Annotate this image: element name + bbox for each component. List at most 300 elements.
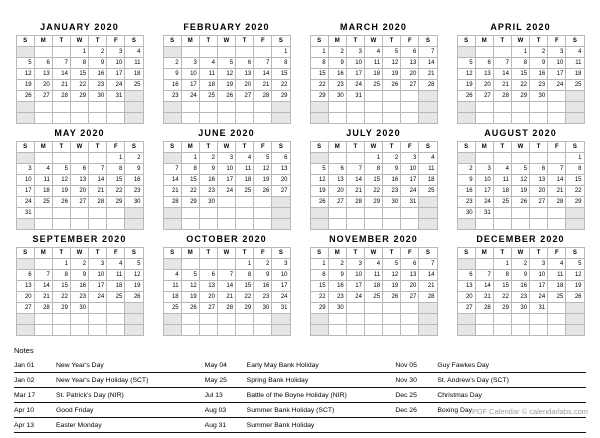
day-cell[interactable]: 16 [328, 281, 346, 292]
day-cell[interactable]: 21 [475, 292, 493, 303]
day-cell[interactable]: 19 [457, 80, 475, 91]
day-cell[interactable]: 4 [548, 259, 566, 270]
day-cell[interactable]: 23 [457, 197, 475, 208]
day-cell[interactable]: 1 [364, 153, 382, 164]
day-cell[interactable]: 13 [34, 69, 52, 80]
day-cell[interactable]: 12 [217, 69, 235, 80]
day-cell[interactable]: 2 [125, 153, 143, 164]
day-cell[interactable]: 18 [566, 69, 584, 80]
day-cell[interactable]: 27 [236, 91, 254, 102]
day-cell[interactable]: 1 [511, 47, 529, 58]
day-cell[interactable]: 12 [383, 270, 401, 281]
day-cell[interactable]: 29 [566, 197, 584, 208]
day-cell[interactable]: 20 [236, 80, 254, 91]
day-cell[interactable]: 7 [163, 164, 181, 175]
day-cell[interactable]: 26 [457, 91, 475, 102]
day-cell[interactable]: 15 [272, 69, 290, 80]
day-cell[interactable]: 10 [217, 164, 235, 175]
day-cell[interactable]: 25 [548, 292, 566, 303]
day-cell[interactable]: 1 [493, 259, 511, 270]
day-cell[interactable]: 8 [272, 58, 290, 69]
day-cell[interactable]: 2 [70, 259, 88, 270]
day-cell[interactable]: 24 [89, 292, 107, 303]
day-cell[interactable]: 13 [401, 58, 419, 69]
day-cell[interactable]: 4 [566, 47, 584, 58]
day-cell[interactable]: 9 [383, 164, 401, 175]
day-cell[interactable]: 9 [163, 69, 181, 80]
day-cell[interactable]: 23 [199, 186, 217, 197]
day-cell[interactable]: 10 [346, 58, 364, 69]
day-cell[interactable]: 9 [199, 164, 217, 175]
day-cell[interactable]: 29 [70, 91, 88, 102]
day-cell[interactable]: 24 [530, 292, 548, 303]
day-cell[interactable]: 16 [530, 69, 548, 80]
day-cell[interactable]: 1 [310, 259, 328, 270]
day-cell[interactable]: 17 [272, 281, 290, 292]
day-cell[interactable]: 9 [125, 164, 143, 175]
day-cell[interactable]: 17 [346, 281, 364, 292]
day-cell[interactable]: 3 [346, 47, 364, 58]
day-cell[interactable]: 20 [401, 281, 419, 292]
day-cell[interactable]: 11 [34, 175, 52, 186]
day-cell[interactable]: 20 [401, 69, 419, 80]
day-cell[interactable]: 24 [548, 80, 566, 91]
day-cell[interactable]: 22 [107, 186, 125, 197]
day-cell[interactable]: 17 [401, 175, 419, 186]
day-cell[interactable]: 5 [566, 259, 584, 270]
day-cell[interactable]: 2 [457, 164, 475, 175]
day-cell[interactable]: 22 [181, 186, 199, 197]
day-cell[interactable]: 14 [254, 69, 272, 80]
day-cell[interactable]: 5 [52, 164, 70, 175]
day-cell[interactable]: 11 [548, 270, 566, 281]
day-cell[interactable]: 24 [16, 197, 34, 208]
day-cell[interactable]: 16 [254, 281, 272, 292]
day-cell[interactable]: 17 [107, 69, 125, 80]
day-cell[interactable]: 7 [346, 164, 364, 175]
day-cell[interactable]: 19 [383, 281, 401, 292]
day-cell[interactable]: 21 [52, 80, 70, 91]
day-cell[interactable]: 8 [70, 58, 88, 69]
day-cell[interactable]: 22 [364, 186, 382, 197]
day-cell[interactable]: 27 [530, 197, 548, 208]
day-cell[interactable]: 15 [310, 69, 328, 80]
day-cell[interactable]: 29 [181, 197, 199, 208]
day-cell[interactable]: 19 [16, 80, 34, 91]
day-cell[interactable]: 6 [401, 47, 419, 58]
day-cell[interactable]: 2 [163, 58, 181, 69]
day-cell[interactable]: 12 [566, 270, 584, 281]
day-cell[interactable]: 3 [272, 259, 290, 270]
day-cell[interactable]: 25 [364, 292, 382, 303]
day-cell[interactable]: 21 [163, 186, 181, 197]
day-cell[interactable]: 11 [107, 270, 125, 281]
day-cell[interactable]: 2 [383, 153, 401, 164]
day-cell[interactable]: 19 [310, 186, 328, 197]
day-cell[interactable]: 28 [34, 303, 52, 314]
day-cell[interactable]: 18 [364, 69, 382, 80]
day-cell[interactable]: 28 [163, 197, 181, 208]
day-cell[interactable]: 2 [328, 47, 346, 58]
day-cell[interactable]: 17 [181, 80, 199, 91]
day-cell[interactable]: 15 [181, 175, 199, 186]
day-cell[interactable]: 22 [272, 80, 290, 91]
day-cell[interactable]: 31 [107, 91, 125, 102]
day-cell[interactable]: 15 [310, 281, 328, 292]
day-cell[interactable]: 22 [310, 80, 328, 91]
day-cell[interactable]: 11 [364, 58, 382, 69]
day-cell[interactable]: 11 [125, 58, 143, 69]
day-cell[interactable]: 9 [254, 270, 272, 281]
day-cell[interactable]: 10 [346, 270, 364, 281]
day-cell[interactable]: 2 [328, 259, 346, 270]
day-cell[interactable]: 20 [34, 80, 52, 91]
day-cell[interactable]: 27 [199, 303, 217, 314]
day-cell[interactable]: 16 [328, 69, 346, 80]
day-cell[interactable]: 23 [328, 80, 346, 91]
day-cell[interactable]: 27 [401, 292, 419, 303]
day-cell[interactable]: 20 [70, 186, 88, 197]
day-cell[interactable]: 15 [493, 281, 511, 292]
day-cell[interactable]: 15 [236, 281, 254, 292]
day-cell[interactable]: 3 [548, 47, 566, 58]
day-cell[interactable]: 3 [401, 153, 419, 164]
day-cell[interactable]: 8 [310, 270, 328, 281]
day-cell[interactable]: 24 [475, 197, 493, 208]
day-cell[interactable]: 25 [199, 91, 217, 102]
day-cell[interactable]: 18 [107, 281, 125, 292]
day-cell[interactable]: 21 [493, 80, 511, 91]
day-cell[interactable]: 29 [236, 303, 254, 314]
day-cell[interactable]: 7 [475, 270, 493, 281]
day-cell[interactable]: 17 [530, 281, 548, 292]
day-cell[interactable]: 12 [16, 69, 34, 80]
day-cell[interactable]: 23 [89, 80, 107, 91]
day-cell[interactable]: 15 [52, 281, 70, 292]
day-cell[interactable]: 5 [511, 164, 529, 175]
day-cell[interactable]: 2 [530, 47, 548, 58]
day-cell[interactable]: 9 [89, 58, 107, 69]
day-cell[interactable]: 13 [272, 164, 290, 175]
day-cell[interactable]: 9 [530, 58, 548, 69]
day-cell[interactable]: 4 [364, 47, 382, 58]
day-cell[interactable]: 11 [199, 69, 217, 80]
day-cell[interactable]: 6 [16, 270, 34, 281]
day-cell[interactable]: 13 [328, 175, 346, 186]
day-cell[interactable]: 22 [236, 292, 254, 303]
day-cell[interactable]: 17 [16, 186, 34, 197]
day-cell[interactable]: 20 [328, 186, 346, 197]
day-cell[interactable]: 12 [52, 175, 70, 186]
day-cell[interactable]: 28 [548, 197, 566, 208]
day-cell[interactable]: 22 [566, 186, 584, 197]
day-cell[interactable]: 28 [493, 91, 511, 102]
day-cell[interactable]: 31 [272, 303, 290, 314]
day-cell[interactable]: 19 [511, 186, 529, 197]
day-cell[interactable]: 4 [419, 153, 437, 164]
day-cell[interactable]: 24 [346, 292, 364, 303]
day-cell[interactable]: 8 [181, 164, 199, 175]
day-cell[interactable]: 29 [511, 91, 529, 102]
day-cell[interactable]: 30 [511, 303, 529, 314]
day-cell[interactable]: 20 [199, 292, 217, 303]
day-cell[interactable]: 29 [272, 91, 290, 102]
day-cell[interactable]: 17 [475, 186, 493, 197]
day-cell[interactable]: 17 [217, 175, 235, 186]
day-cell[interactable]: 16 [511, 281, 529, 292]
day-cell[interactable]: 19 [181, 292, 199, 303]
day-cell[interactable]: 26 [52, 197, 70, 208]
day-cell[interactable]: 26 [181, 303, 199, 314]
day-cell[interactable]: 2 [89, 47, 107, 58]
day-cell[interactable]: 28 [475, 303, 493, 314]
day-cell[interactable]: 26 [125, 292, 143, 303]
day-cell[interactable]: 31 [16, 208, 34, 219]
day-cell[interactable]: 21 [89, 186, 107, 197]
day-cell[interactable]: 18 [236, 175, 254, 186]
day-cell[interactable]: 27 [457, 303, 475, 314]
day-cell[interactable]: 23 [254, 292, 272, 303]
day-cell[interactable]: 8 [310, 58, 328, 69]
day-cell[interactable]: 12 [181, 281, 199, 292]
day-cell[interactable]: 12 [310, 175, 328, 186]
day-cell[interactable]: 15 [70, 69, 88, 80]
day-cell[interactable]: 10 [530, 270, 548, 281]
day-cell[interactable]: 16 [199, 175, 217, 186]
day-cell[interactable]: 24 [346, 80, 364, 91]
day-cell[interactable]: 19 [217, 80, 235, 91]
day-cell[interactable]: 12 [457, 69, 475, 80]
day-cell[interactable]: 3 [89, 259, 107, 270]
day-cell[interactable]: 15 [511, 69, 529, 80]
day-cell[interactable]: 4 [364, 259, 382, 270]
day-cell[interactable]: 17 [89, 281, 107, 292]
day-cell[interactable]: 23 [163, 91, 181, 102]
day-cell[interactable]: 10 [181, 69, 199, 80]
day-cell[interactable]: 31 [475, 208, 493, 219]
day-cell[interactable]: 15 [107, 175, 125, 186]
day-cell[interactable]: 14 [548, 175, 566, 186]
day-cell[interactable]: 7 [419, 47, 437, 58]
day-cell[interactable]: 12 [125, 270, 143, 281]
day-cell[interactable]: 12 [254, 164, 272, 175]
day-cell[interactable]: 5 [310, 164, 328, 175]
day-cell[interactable]: 11 [163, 281, 181, 292]
day-cell[interactable]: 1 [566, 153, 584, 164]
day-cell[interactable]: 31 [346, 91, 364, 102]
day-cell[interactable]: 13 [16, 281, 34, 292]
day-cell[interactable]: 5 [457, 58, 475, 69]
day-cell[interactable]: 27 [70, 197, 88, 208]
day-cell[interactable]: 22 [70, 80, 88, 91]
day-cell[interactable]: 6 [34, 58, 52, 69]
day-cell[interactable]: 24 [401, 186, 419, 197]
day-cell[interactable]: 28 [217, 303, 235, 314]
day-cell[interactable]: 18 [419, 175, 437, 186]
day-cell[interactable]: 6 [401, 259, 419, 270]
day-cell[interactable]: 22 [511, 80, 529, 91]
day-cell[interactable]: 26 [511, 197, 529, 208]
day-cell[interactable]: 10 [89, 270, 107, 281]
day-cell[interactable]: 8 [566, 164, 584, 175]
day-cell[interactable]: 13 [70, 175, 88, 186]
day-cell[interactable]: 11 [566, 58, 584, 69]
day-cell[interactable]: 20 [475, 80, 493, 91]
day-cell[interactable]: 3 [475, 164, 493, 175]
day-cell[interactable]: 7 [254, 58, 272, 69]
day-cell[interactable]: 14 [475, 281, 493, 292]
day-cell[interactable]: 21 [254, 80, 272, 91]
day-cell[interactable]: 8 [511, 58, 529, 69]
day-cell[interactable]: 24 [107, 80, 125, 91]
day-cell[interactable]: 9 [70, 270, 88, 281]
day-cell[interactable]: 14 [163, 175, 181, 186]
day-cell[interactable]: 29 [310, 303, 328, 314]
day-cell[interactable]: 27 [34, 91, 52, 102]
day-cell[interactable]: 25 [34, 197, 52, 208]
day-cell[interactable]: 7 [548, 164, 566, 175]
day-cell[interactable]: 4 [125, 47, 143, 58]
day-cell[interactable]: 2 [199, 153, 217, 164]
day-cell[interactable]: 5 [217, 58, 235, 69]
day-cell[interactable]: 18 [34, 186, 52, 197]
day-cell[interactable]: 10 [107, 58, 125, 69]
day-cell[interactable]: 1 [52, 259, 70, 270]
day-cell[interactable]: 18 [199, 80, 217, 91]
day-cell[interactable]: 25 [493, 197, 511, 208]
day-cell[interactable]: 26 [566, 292, 584, 303]
day-cell[interactable]: 19 [52, 186, 70, 197]
day-cell[interactable]: 25 [125, 80, 143, 91]
day-cell[interactable]: 4 [236, 153, 254, 164]
day-cell[interactable]: 24 [217, 186, 235, 197]
day-cell[interactable]: 27 [401, 80, 419, 91]
day-cell[interactable]: 21 [548, 186, 566, 197]
day-cell[interactable]: 27 [272, 186, 290, 197]
day-cell[interactable]: 29 [52, 303, 70, 314]
day-cell[interactable]: 12 [383, 58, 401, 69]
day-cell[interactable]: 14 [217, 281, 235, 292]
day-cell[interactable]: 1 [272, 47, 290, 58]
day-cell[interactable]: 2 [511, 259, 529, 270]
day-cell[interactable]: 9 [328, 270, 346, 281]
day-cell[interactable]: 15 [364, 175, 382, 186]
day-cell[interactable]: 23 [383, 186, 401, 197]
day-cell[interactable]: 21 [419, 69, 437, 80]
day-cell[interactable]: 14 [34, 281, 52, 292]
day-cell[interactable]: 12 [511, 175, 529, 186]
day-cell[interactable]: 20 [16, 292, 34, 303]
day-cell[interactable]: 24 [272, 292, 290, 303]
day-cell[interactable]: 27 [328, 197, 346, 208]
day-cell[interactable]: 30 [457, 208, 475, 219]
day-cell[interactable]: 31 [401, 197, 419, 208]
day-cell[interactable]: 23 [511, 292, 529, 303]
day-cell[interactable]: 18 [548, 281, 566, 292]
day-cell[interactable]: 29 [364, 197, 382, 208]
day-cell[interactable]: 1 [107, 153, 125, 164]
day-cell[interactable]: 14 [89, 175, 107, 186]
day-cell[interactable]: 3 [346, 259, 364, 270]
day-cell[interactable]: 26 [254, 186, 272, 197]
day-cell[interactable]: 13 [236, 69, 254, 80]
day-cell[interactable]: 28 [346, 197, 364, 208]
day-cell[interactable]: 11 [236, 164, 254, 175]
day-cell[interactable]: 14 [419, 270, 437, 281]
day-cell[interactable]: 30 [89, 91, 107, 102]
day-cell[interactable]: 7 [52, 58, 70, 69]
day-cell[interactable]: 11 [419, 164, 437, 175]
day-cell[interactable]: 14 [493, 69, 511, 80]
day-cell[interactable]: 5 [181, 270, 199, 281]
day-cell[interactable]: 19 [125, 281, 143, 292]
day-cell[interactable]: 18 [125, 69, 143, 80]
day-cell[interactable]: 21 [217, 292, 235, 303]
day-cell[interactable]: 23 [125, 186, 143, 197]
day-cell[interactable]: 28 [419, 292, 437, 303]
day-cell[interactable]: 8 [364, 164, 382, 175]
day-cell[interactable]: 1 [181, 153, 199, 164]
day-cell[interactable]: 19 [254, 175, 272, 186]
day-cell[interactable]: 6 [328, 164, 346, 175]
day-cell[interactable]: 26 [383, 292, 401, 303]
day-cell[interactable]: 13 [457, 281, 475, 292]
day-cell[interactable]: 6 [457, 270, 475, 281]
day-cell[interactable]: 21 [346, 186, 364, 197]
day-cell[interactable]: 9 [457, 175, 475, 186]
day-cell[interactable]: 29 [107, 197, 125, 208]
day-cell[interactable]: 22 [310, 292, 328, 303]
day-cell[interactable]: 16 [70, 281, 88, 292]
day-cell[interactable]: 25 [236, 186, 254, 197]
day-cell[interactable]: 16 [383, 175, 401, 186]
day-cell[interactable]: 6 [272, 153, 290, 164]
day-cell[interactable]: 9 [511, 270, 529, 281]
day-cell[interactable]: 6 [199, 270, 217, 281]
day-cell[interactable]: 22 [493, 292, 511, 303]
day-cell[interactable]: 20 [530, 186, 548, 197]
day-cell[interactable]: 7 [419, 259, 437, 270]
day-cell[interactable]: 30 [125, 197, 143, 208]
day-cell[interactable]: 8 [107, 164, 125, 175]
day-cell[interactable]: 13 [530, 175, 548, 186]
day-cell[interactable]: 26 [383, 80, 401, 91]
day-cell[interactable]: 25 [107, 292, 125, 303]
day-cell[interactable]: 16 [125, 175, 143, 186]
day-cell[interactable]: 4 [199, 58, 217, 69]
day-cell[interactable]: 30 [530, 91, 548, 102]
day-cell[interactable]: 17 [548, 69, 566, 80]
day-cell[interactable]: 22 [52, 292, 70, 303]
day-cell[interactable]: 28 [89, 197, 107, 208]
day-cell[interactable]: 19 [566, 281, 584, 292]
day-cell[interactable]: 1 [310, 47, 328, 58]
day-cell[interactable]: 15 [566, 175, 584, 186]
day-cell[interactable]: 17 [346, 69, 364, 80]
day-cell[interactable]: 4 [107, 259, 125, 270]
day-cell[interactable]: 30 [328, 303, 346, 314]
day-cell[interactable]: 3 [16, 164, 34, 175]
day-cell[interactable]: 3 [530, 259, 548, 270]
day-cell[interactable]: 25 [364, 80, 382, 91]
day-cell[interactable]: 9 [328, 58, 346, 69]
day-cell[interactable]: 5 [16, 58, 34, 69]
day-cell[interactable]: 10 [401, 164, 419, 175]
day-cell[interactable]: 30 [70, 303, 88, 314]
day-cell[interactable]: 18 [163, 292, 181, 303]
day-cell[interactable]: 30 [254, 303, 272, 314]
day-cell[interactable]: 7 [34, 270, 52, 281]
